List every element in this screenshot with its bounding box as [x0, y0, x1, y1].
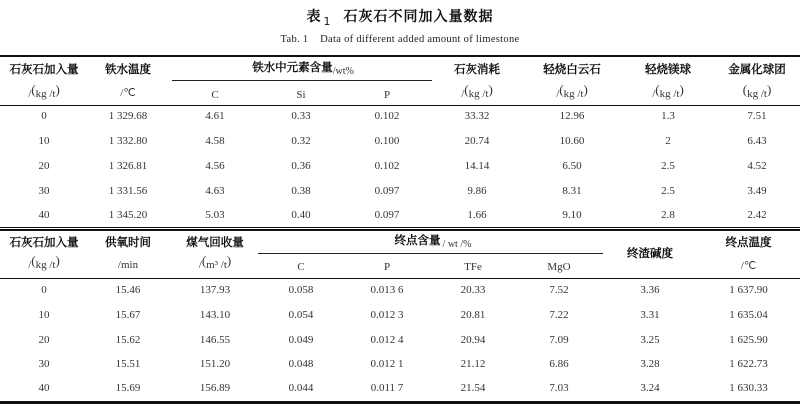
table-cell: 20.74: [464, 135, 490, 147]
table-cell: 0.40: [291, 209, 311, 221]
table-cell: 6.86: [549, 358, 569, 370]
t1-header-c: C: [211, 89, 219, 101]
t2-header-mgo: MgO: [547, 261, 571, 273]
table-cell: 3.28: [640, 358, 660, 370]
t1-header-metallized-pellet: 金属化球团: [728, 62, 786, 76]
table-cell: 0.011 7: [370, 382, 404, 394]
table-cell: 0.058: [288, 284, 314, 296]
table-cell: 7.22: [549, 309, 569, 321]
table-cell: 0: [41, 284, 47, 296]
table-cell: 2.42: [747, 209, 767, 221]
table-cell: 137.93: [199, 284, 231, 296]
table-cell: 20.81: [460, 309, 486, 321]
table-cell: 1 630.33: [729, 382, 768, 394]
table-cell: 1.66: [467, 209, 487, 221]
t1-elements-label: 铁水中元素含量: [252, 60, 333, 74]
table-cell: 10: [38, 309, 50, 321]
table-cell: 21.12: [460, 358, 486, 370]
table-cell: 20.94: [460, 334, 486, 346]
table-cell: 6.43: [747, 135, 767, 147]
table1-top-rule: [0, 55, 800, 57]
table-cell: 1 635.04: [729, 309, 768, 321]
t2-unit-end-temp: /℃: [740, 260, 757, 272]
t2-unit-oxygen-time: /min: [117, 259, 139, 271]
table-cell: 20: [38, 160, 50, 172]
table-cell: 15.69: [115, 382, 141, 394]
t1-unit-light-mg-ball: /(kg /t): [652, 82, 684, 100]
table-cell: 146.55: [199, 334, 231, 346]
t2-header-p: P: [383, 261, 391, 273]
t1-header-p: P: [383, 89, 391, 101]
table-caption-cn: [0, 6, 800, 26]
table-cell: 0.012 1: [370, 358, 404, 370]
caption-number: 1: [323, 15, 332, 28]
t2-endpoint-label: 终点含量: [394, 233, 441, 247]
t2-header-gas-recovery: 煤气回收量: [186, 235, 244, 249]
table-cell: 1 329.68: [108, 110, 148, 122]
table-cell: 7.09: [549, 334, 569, 346]
table-cell: 15.51: [115, 358, 141, 370]
t2-unit-limestone: /(kg /t): [28, 253, 60, 271]
table-cell: 4.56: [205, 160, 225, 172]
table-cell: 0.054: [288, 309, 314, 321]
t1-header-rule: [0, 105, 800, 106]
table-cell: 20.33: [460, 284, 486, 296]
table-cell: 40: [38, 209, 50, 221]
t2-top-rule: [0, 229, 800, 231]
t2-header-slag-basicity: 终渣碱度: [627, 246, 673, 260]
t2-header-tfe: TFe: [464, 261, 482, 273]
table-cell: 0.102: [374, 160, 400, 172]
table-cell: 3.24: [640, 382, 660, 394]
table-cell: 10.60: [559, 135, 585, 147]
t2-header-limestone: 石灰石加入量: [9, 235, 79, 249]
table-cell: 3.31: [640, 309, 660, 321]
t2-header-end-temp: 终点温度: [725, 235, 772, 249]
t1-header-limestone: 石灰石加入量: [9, 62, 79, 76]
table-cell: 30: [38, 185, 50, 197]
table-cell: 1 345.20: [108, 209, 148, 221]
table-cell: 1.3: [661, 110, 675, 122]
t1-header-elements-group: [172, 59, 434, 75]
table-cell: 156.89: [199, 382, 231, 394]
table-cell: 2.5: [661, 160, 675, 172]
table-cell: 2: [665, 135, 671, 147]
table-cell: 9.86: [467, 185, 487, 197]
t1-header-lime-consumption: 石灰消耗: [454, 62, 500, 76]
t1-elements-unit: /wt%: [332, 66, 354, 77]
table-cell: 151.20: [199, 358, 231, 370]
table-cell: 12.96: [559, 110, 585, 122]
table-cell: 0.012 3: [370, 309, 404, 321]
t1-bottom-rule: [0, 227, 800, 228]
table-cell: 9.10: [562, 209, 582, 221]
table-cell: 4.63: [205, 185, 225, 197]
t2-group-rule: [258, 253, 603, 254]
t1-unit-limestone: /(kg /t): [28, 82, 60, 100]
t2-header-endpoint-group: [258, 232, 608, 248]
table-cell: 1 326.81: [108, 160, 148, 172]
t2-header-oxygen-time: 供氧时间: [105, 235, 151, 249]
t1-unit-iron-temp: /℃: [120, 87, 136, 99]
table-cell: 0.097: [374, 185, 400, 197]
caption-prefix: 表: [306, 9, 322, 25]
table-cell: 0.100: [374, 135, 400, 147]
t1-header-light-dolomite: 轻烧白云石: [543, 62, 601, 76]
t1-unit-light-dolomite: /(kg /t): [556, 82, 588, 100]
table-cell: 10: [38, 135, 50, 147]
table-cell: 0.32: [291, 135, 311, 147]
t2-unit-gas-recovery: /(m³ /t): [198, 253, 232, 271]
table-cell: 0.048: [288, 358, 314, 370]
table-cell: 33.32: [464, 110, 490, 122]
table-cell: 1 332.80: [108, 135, 148, 147]
table-cell: 0.33: [291, 110, 311, 122]
table-cell: 0.013 6: [370, 284, 404, 296]
table-cell: 0.36: [291, 160, 311, 172]
table-cell: 0.102: [374, 110, 400, 122]
t1-header-si: Si: [296, 89, 306, 101]
table-cell: 0: [41, 110, 47, 122]
table-cell: 8.31: [562, 185, 582, 197]
table-cell: 40: [38, 382, 50, 394]
table-cell: 0.38: [291, 185, 311, 197]
table-cell: 14.14: [464, 160, 490, 172]
caption-title: 石灰石不同加入量数据: [343, 9, 494, 25]
table-cell: 0.097: [374, 209, 400, 221]
table-cell: 3.25: [640, 334, 660, 346]
t1-group-rule: [172, 80, 432, 81]
table-cell: 7.03: [549, 382, 569, 394]
t2-endpoint-unit: / wt /%: [442, 239, 472, 250]
table-cell: 2.5: [661, 185, 675, 197]
table-cell: 4.61: [205, 110, 225, 122]
table-cell: 1 637.90: [729, 284, 768, 296]
table-cell: 3.49: [747, 185, 767, 197]
t1-header-iron-temp: 铁水温度: [105, 62, 151, 76]
table-cell: 4.52: [747, 160, 767, 172]
table-cell: 0.012 4: [370, 334, 404, 346]
table-cell: 2.8: [661, 209, 675, 221]
t1-header-light-mg-ball: 轻烧镁球: [645, 62, 691, 76]
table-cell: 3.36: [640, 284, 660, 296]
table-cell: 15.62: [115, 334, 141, 346]
table-cell: 1 331.56: [108, 185, 148, 197]
table-caption-en: Tab. 1 Data of different added amount of limestone: [280, 34, 520, 45]
table-cell: 143.10: [199, 309, 231, 321]
table-cell: 7.52: [549, 284, 569, 296]
table-cell: 1 622.73: [729, 358, 768, 370]
table-cell: 7.51: [747, 110, 767, 122]
t2-header-rule: [0, 278, 800, 279]
table-cell: 4.58: [205, 135, 225, 147]
table-cell: 15.46: [115, 284, 141, 296]
table-cell: 15.67: [115, 309, 141, 321]
table-cell: 5.03: [205, 209, 225, 221]
table-cell: 30: [38, 358, 50, 370]
table-cell: 6.50: [562, 160, 582, 172]
table-cell: 21.54: [460, 382, 486, 394]
table-cell: 20: [38, 334, 50, 346]
table-cell: 0.049: [288, 334, 314, 346]
table-cell: 1 625.90: [729, 334, 768, 346]
t1-unit-lime-consumption: /(kg /t): [461, 82, 493, 100]
table-cell: 0.044: [288, 382, 314, 394]
t1-unit-metallized-pellet: (kg /t): [742, 82, 772, 100]
t2-header-c: C: [297, 261, 305, 273]
